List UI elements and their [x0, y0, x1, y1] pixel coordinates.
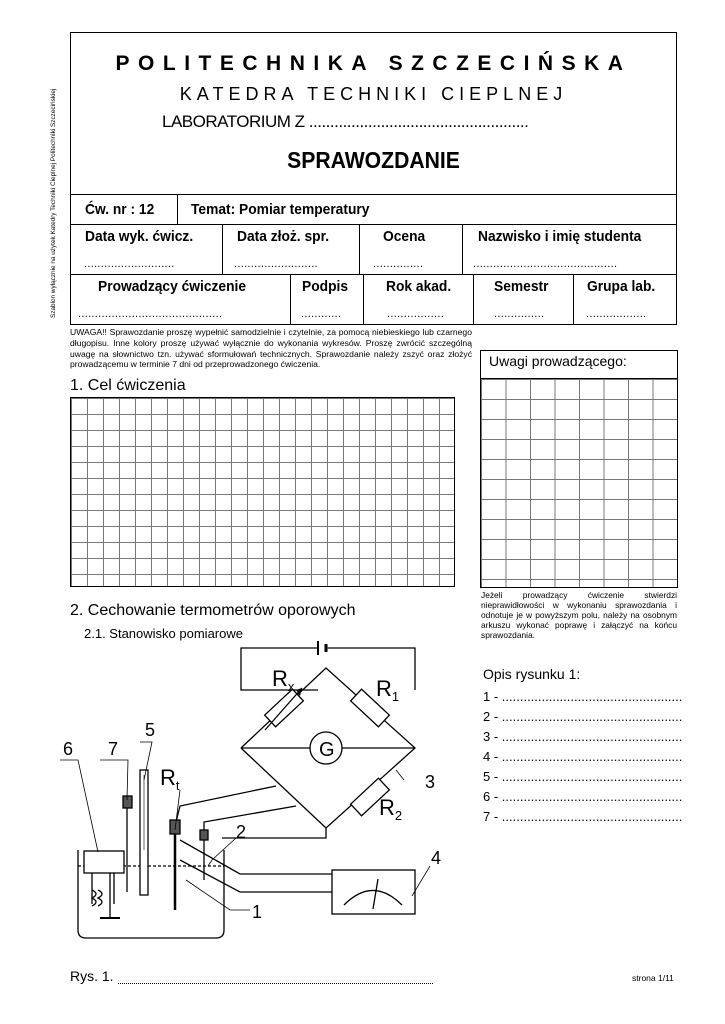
- instructor-label: Prowadzący ćwiczenie: [98, 278, 247, 295]
- department-name: KATEDRA TECHNIKI CIEPLNEJ: [179, 84, 568, 104]
- meter-lead-2: [180, 860, 332, 892]
- page-number: strona 1/11: [632, 973, 674, 983]
- label-r2: $R_2$: [379, 795, 403, 823]
- student-field[interactable]: ...........................................: [473, 258, 618, 270]
- figure-caption-field[interactable]: [118, 983, 433, 984]
- report-title: SPRAWOZDANIE: [287, 147, 460, 173]
- sensor-2-head: [200, 830, 208, 840]
- battery-wire-right: [326, 648, 415, 690]
- semester-label: Semestr: [494, 278, 549, 295]
- meter-lead-1: [180, 840, 332, 874]
- remarks-note: Jeżeli prowadzący ćwiczenie stwierdzi nieprawidłowości w wykonaniu sprawozdania i odnotuje je w powyższym polu, należy na osobnym arkuszu wykonać poprawę i załączyć na końcu sprawozdania.: [481, 590, 677, 640]
- signature-label: Podpis: [302, 278, 349, 295]
- section-2-1-heading: 2.1. Stanowisko pomiarowe: [84, 626, 243, 641]
- academic-year-label: Rok akad.: [386, 278, 452, 295]
- figure-description-item[interactable]: 4 - ..................................................: [483, 749, 683, 764]
- date-done-label: Data wyk. ćwicz.: [85, 228, 194, 245]
- lead-1: [176, 786, 276, 822]
- figure-description-item[interactable]: 2 - ..................................................: [483, 709, 683, 724]
- group-label: Grupa lab.: [587, 278, 656, 295]
- student-label: Nazwisko i imię studenta: [478, 228, 642, 245]
- warning-text: UWAGA!! Sprawozdanie proszę wypełnić samodzielnie i czytelnie, za pomocą niebieskiego lub czarnego długopisu. Inne kolory proszę używać wyłącznie do wykonania wykresów. Proszę zwrócić szczególną uwagę na słownictwo tzn. używać sformułowań technicznych. Sprawozdanie należy zszyć oraz złożyć prowadzącemu w terminie 7 dni od przeprowadzonego ćwiczenia.: [70, 327, 472, 370]
- grade-label: Ocena: [383, 228, 426, 245]
- label-4: 4: [431, 848, 442, 868]
- exercise-number: Ćw. nr : 12: [85, 201, 155, 218]
- label-7: 7: [108, 739, 119, 759]
- label-rx: $R_x$: [272, 666, 295, 694]
- date-submit-label: Data złoż. spr.: [237, 228, 330, 245]
- leader-6: [60, 760, 98, 852]
- date-done-field[interactable]: ...........................: [84, 258, 175, 270]
- label-galvanometer: G: [319, 739, 335, 761]
- leader-2: [208, 838, 236, 866]
- label-rt: $R_t$: [160, 765, 180, 793]
- label-r1: $R_1$: [376, 676, 400, 704]
- label-6: 6: [63, 739, 74, 759]
- figure-caption: Rys. 1.: [70, 968, 114, 984]
- figure-description-title: Opis rysunku 1:: [483, 666, 581, 682]
- university-name: POLITECHNIKA SZCZECIŃSKA: [115, 52, 632, 75]
- thermometer-7-head: [123, 796, 132, 808]
- instructor-field[interactable]: ...........................................: [78, 308, 223, 320]
- academic-year-field[interactable]: .................: [387, 308, 445, 320]
- semester-field[interactable]: ...............: [494, 308, 545, 320]
- section-2-heading: 2. Cechowanie termometrów oporowych: [70, 602, 356, 619]
- label-2: 2: [236, 822, 247, 842]
- exercise-topic: Temat: Pomiar temperatury: [191, 201, 370, 218]
- remarks-title: Uwagi prowadzącego:: [489, 353, 627, 369]
- figure-description-item[interactable]: 1 - ..................................................: [483, 689, 683, 704]
- signature-field[interactable]: ............: [301, 308, 342, 320]
- laboratory-line: LABORATORIUM Z ....................................................: [162, 112, 529, 131]
- figure-description-item[interactable]: 3 - ..................................................: [483, 729, 683, 744]
- grade-field[interactable]: ...............: [373, 258, 424, 270]
- date-submit-field[interactable]: .........................: [234, 258, 318, 270]
- side-note-text: Szablon wyłącznie na użytek Katedry Techniki Cieplnej Politechniki Szczecińskiej: [50, 88, 57, 318]
- leader-3: [396, 770, 404, 780]
- figure-description-item[interactable]: 6 - ..................................................: [483, 789, 683, 804]
- label-5: 5: [145, 720, 156, 740]
- label-3: 3: [425, 772, 436, 792]
- heater-coil-2: [98, 890, 102, 906]
- group-field[interactable]: ..................: [586, 308, 647, 320]
- leader-1: [186, 880, 250, 910]
- figure-description-item[interactable]: 7 - ..................................................: [483, 809, 683, 824]
- label-1: 1: [252, 902, 263, 922]
- figure-description-item[interactable]: 5 - ..................................................: [483, 769, 683, 784]
- section-1-heading: 1. Cel ćwiczenia: [70, 377, 186, 394]
- heater-box: [84, 851, 124, 873]
- lead-2: [204, 806, 296, 834]
- leader-7: [100, 760, 128, 800]
